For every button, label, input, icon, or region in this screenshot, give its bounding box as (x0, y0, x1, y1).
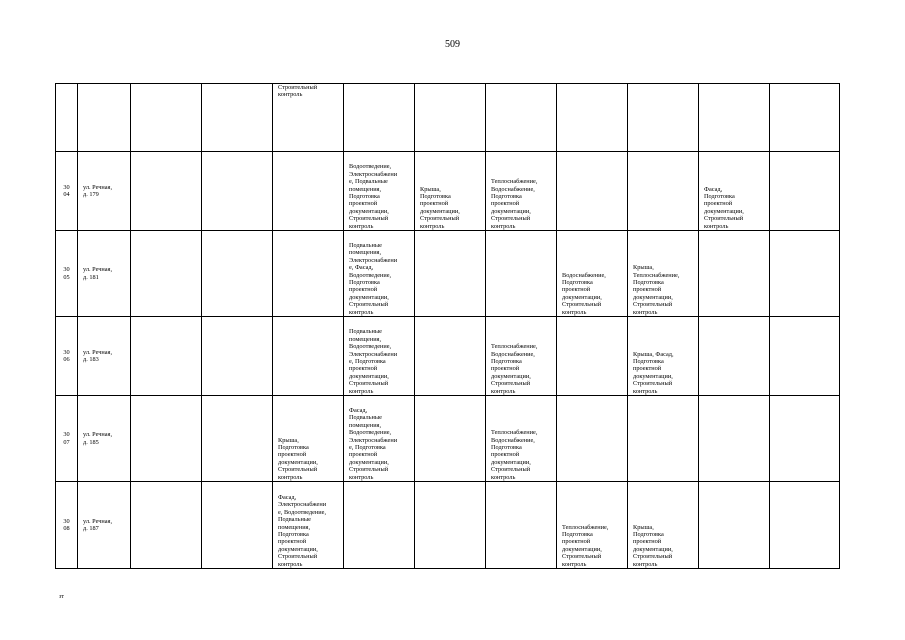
table-row (56, 482, 840, 569)
address-cell: ул. Речная, д. 187 (83, 517, 113, 532)
table-cell: Крыша, Подготовка проектной документации, Строительный контроль (420, 185, 460, 230)
address-cell: ул. Речная, д. 181 (83, 266, 113, 281)
page-number: 509 (445, 39, 460, 50)
table-cell: Фасад, Подвальные помещения, Водоотведение, Электроснабжени е, Подготовка проектной документации, Строительный контроль (349, 406, 398, 481)
table-cell: Крыша, Подготовка проектной документации, Строительный контроль (633, 523, 673, 568)
table-cell: Теплоснабжение, Водоснабжение, Подготовка проектной документации, Строительный контроль (491, 429, 538, 481)
row-number-cell: 30 05 (63, 266, 70, 281)
footer-mark: зт (59, 594, 64, 600)
table-cell: Теплоснабжение, Водоснабжение, Подготовка проектной документации, Строительный контроль (491, 343, 538, 395)
row-number-cell: 30 08 (63, 517, 70, 532)
table-cell: Крыша, Фасад, Подготовка проектной документации, Строительный контроль (633, 350, 674, 395)
row-number-cell: 30 07 (63, 431, 70, 446)
table-cell: Водоснабжение, Подготовка проектной документации, Строительный контроль (562, 271, 606, 316)
table-cell: Крыша, Теплоснабжение, Подготовка проектной документации, Строительный контроль (633, 264, 680, 316)
address-cell: ул. Речная, д. 185 (83, 431, 113, 446)
address-cell: ул. Речная, д. 183 (83, 348, 113, 363)
address-cell: ул. Речная, д. 179 (83, 183, 113, 198)
table-cell: Крыша, Подготовка проектной документации, Строительный контроль (278, 436, 318, 481)
table-row (56, 231, 840, 317)
table-cell: Фасад, Подготовка проектной документации, Строительный контроль (704, 185, 744, 230)
table-cell: Водоотведение, Электроснабжени е, Подвальные помещения, Подготовка проектной документации, Строительный контроль (349, 163, 398, 230)
table-cell: Подвальные помещения, Водоотведение, Электроснабжени е, Подготовка проектной документации, Строительный контроль (349, 328, 398, 395)
row-number-cell: 30 04 (63, 183, 70, 198)
table-row (56, 317, 840, 396)
table-row (56, 84, 840, 152)
table-cell: Теплоснабжение, Водоснабжение, Подготовка проектной документации, Строительный контроль (491, 178, 538, 230)
table-cell: Подвальные помещения, Электроснабжени е, Фасад, Водоотведение, Подготовка проектной документации, Строительный контроль (349, 241, 398, 316)
work-schedule-table (55, 83, 840, 569)
table-row (56, 396, 840, 482)
table-cell: Теплоснабжение, Подготовка проектной документации, Строительный контроль (562, 523, 609, 568)
table-cell: Фасад, Электроснабжени е, Водоотведение, Подвальные помещения, Подготовка проектной документации, Строительный контроль (278, 493, 327, 568)
table-row (56, 152, 840, 231)
table-cell: Строительный контроль (278, 84, 318, 99)
row-number-cell: 30 06 (63, 348, 70, 363)
